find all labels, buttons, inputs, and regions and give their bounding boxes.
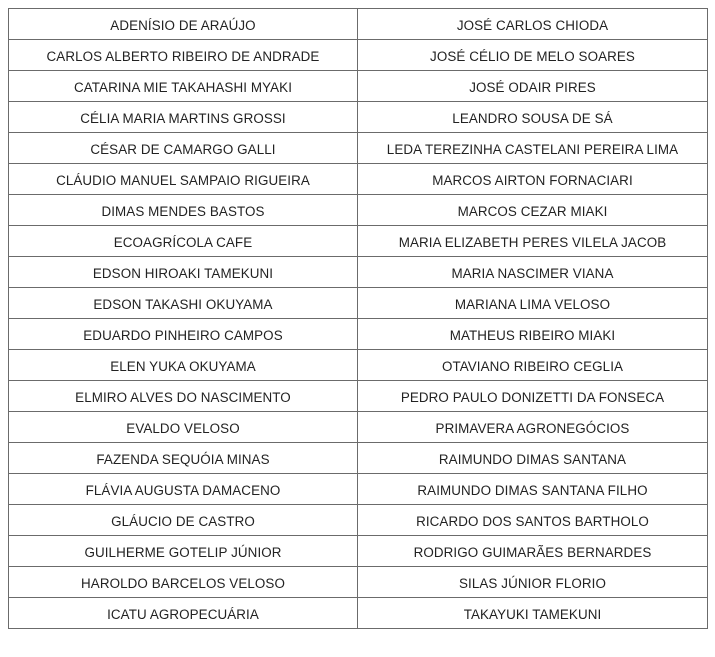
name-cell-right: JOSÉ CÉLIO DE MELO SOARES	[358, 40, 708, 71]
name-cell-left: CLÁUDIO MANUEL SAMPAIO RIGUEIRA	[9, 164, 358, 195]
name-cell-left: HAROLDO BARCELOS VELOSO	[9, 567, 358, 598]
name-cell-right: PEDRO PAULO DONIZETTI DA FONSECA	[358, 381, 708, 412]
name-cell-left: CÉSAR DE CAMARGO GALLI	[9, 133, 358, 164]
name-cell-left: FLÁVIA AUGUSTA DAMACENO	[9, 474, 358, 505]
table-row	[9, 133, 708, 164]
name-cell-right: MARIA ELIZABETH PERES VILELA JACOB	[358, 226, 708, 257]
name-cell-left: FAZENDA SEQUÓIA MINAS	[9, 443, 358, 474]
name-cell-right: TAKAYUKI TAMEKUNI	[358, 598, 708, 629]
name-cell-right: MARCOS AIRTON FORNACIARI	[358, 164, 708, 195]
name-cell-left: ICATU AGROPECUÁRIA	[9, 598, 358, 629]
table-row	[9, 567, 708, 598]
table-row	[9, 505, 708, 536]
table-row	[9, 195, 708, 226]
name-cell-right: MATHEUS RIBEIRO MIAKI	[358, 319, 708, 350]
table-row	[9, 381, 708, 412]
name-cell-left: GLÁUCIO DE CASTRO	[9, 505, 358, 536]
name-cell-right: PRIMAVERA AGRONEGÓCIOS	[358, 412, 708, 443]
table-row	[9, 443, 708, 474]
name-cell-right: JOSÉ ODAIR PIRES	[358, 71, 708, 102]
name-cell-left: CATARINA MIE TAKAHASHI MYAKI	[9, 71, 358, 102]
name-cell-left: ELEN YUKA OKUYAMA	[9, 350, 358, 381]
name-cell-left: ELMIRO ALVES DO NASCIMENTO	[9, 381, 358, 412]
names-table-body	[9, 9, 708, 629]
name-cell-right: RAIMUNDO DIMAS SANTANA FILHO	[358, 474, 708, 505]
name-cell-left: EDSON TAKASHI OKUYAMA	[9, 288, 358, 319]
name-cell-right: RICARDO DOS SANTOS BARTHOLO	[358, 505, 708, 536]
name-cell-right: LEDA TEREZINHA CASTELANI PEREIRA LIMA	[358, 133, 708, 164]
names-table	[8, 8, 708, 629]
table-row	[9, 257, 708, 288]
table-row	[9, 226, 708, 257]
name-cell-left: EDSON HIROAKI TAMEKUNI	[9, 257, 358, 288]
name-cell-left: EVALDO VELOSO	[9, 412, 358, 443]
name-cell-left: CARLOS ALBERTO RIBEIRO DE ANDRADE	[9, 40, 358, 71]
table-row	[9, 412, 708, 443]
table-row	[9, 71, 708, 102]
table-row	[9, 9, 708, 40]
table-row	[9, 164, 708, 195]
name-cell-right: OTAVIANO RIBEIRO CEGLIA	[358, 350, 708, 381]
table-row	[9, 40, 708, 71]
name-cell-right: MARCOS CEZAR MIAKI	[358, 195, 708, 226]
table-row	[9, 288, 708, 319]
name-cell-right: RODRIGO GUIMARÃES BERNARDES	[358, 536, 708, 567]
table-row	[9, 319, 708, 350]
name-cell-left: GUILHERME GOTELIP JÚNIOR	[9, 536, 358, 567]
name-cell-right: MARIANA LIMA VELOSO	[358, 288, 708, 319]
table-row	[9, 102, 708, 133]
name-cell-right: JOSÉ CARLOS CHIODA	[358, 9, 708, 40]
name-cell-left: CÉLIA MARIA MARTINS GROSSI	[9, 102, 358, 133]
name-cell-right: LEANDRO SOUSA DE SÁ	[358, 102, 708, 133]
name-cell-right: RAIMUNDO DIMAS SANTANA	[358, 443, 708, 474]
name-cell-right: MARIA NASCIMER VIANA	[358, 257, 708, 288]
table-row	[9, 598, 708, 629]
table-row	[9, 474, 708, 505]
name-cell-right: SILAS JÚNIOR FLORIO	[358, 567, 708, 598]
name-cell-left: ADENÍSIO DE ARAÚJO	[9, 9, 358, 40]
name-cell-left: EDUARDO PINHEIRO CAMPOS	[9, 319, 358, 350]
table-row	[9, 350, 708, 381]
table-row	[9, 536, 708, 567]
name-cell-left: DIMAS MENDES BASTOS	[9, 195, 358, 226]
name-cell-left: ECOAGRÍCOLA CAFE	[9, 226, 358, 257]
